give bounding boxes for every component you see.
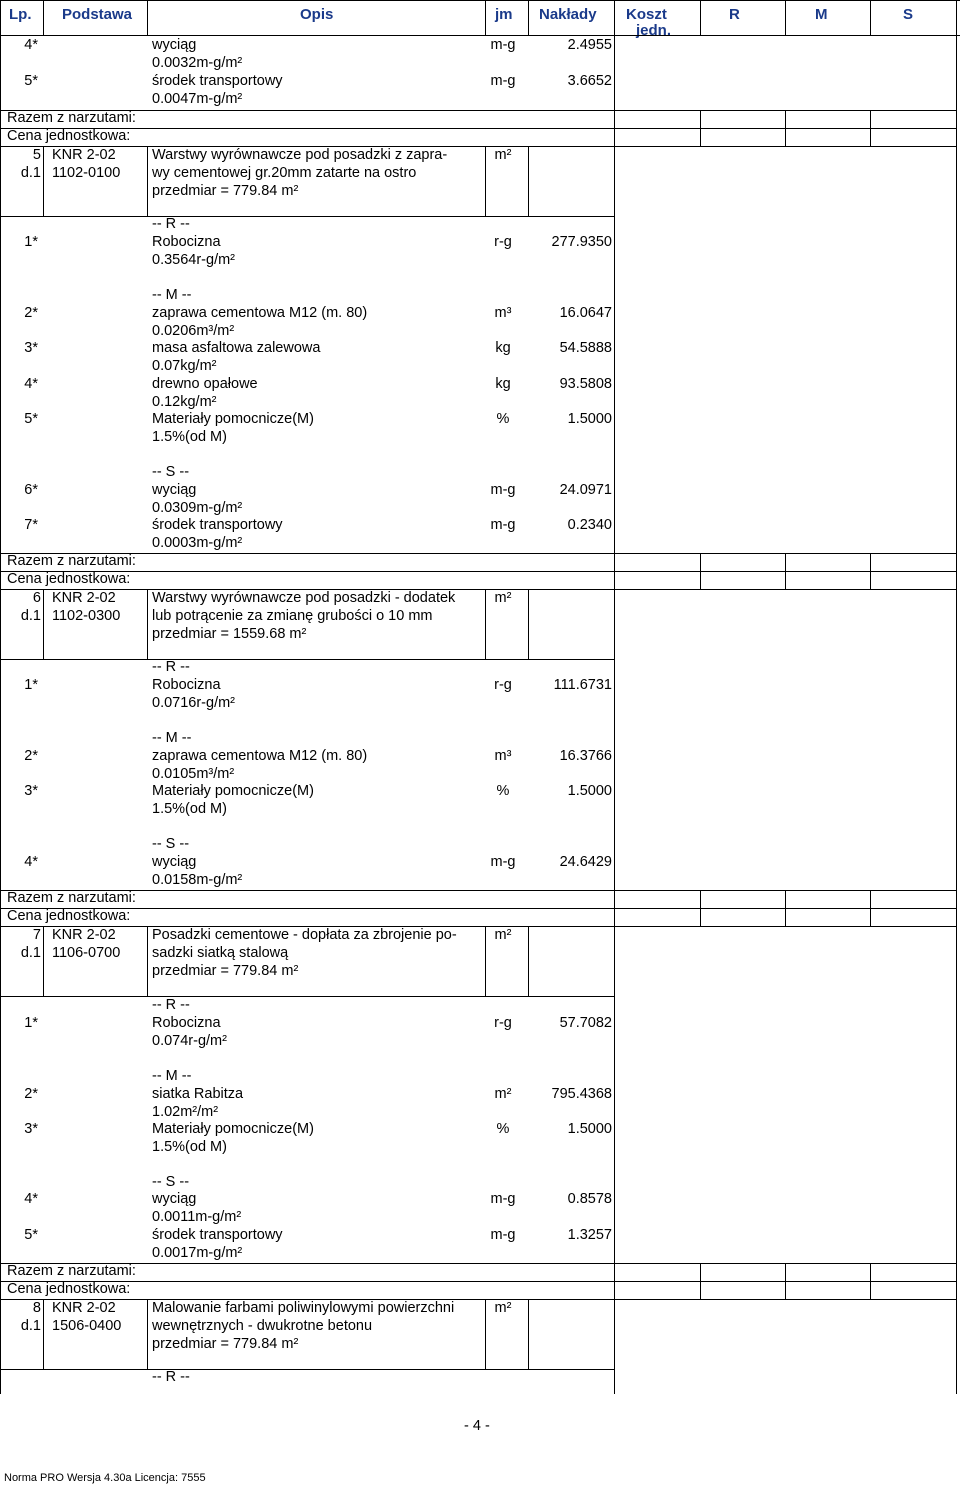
cost-column-divider xyxy=(700,1263,701,1281)
cost-row-divider xyxy=(614,926,956,927)
unit: % xyxy=(496,1121,510,1137)
row-lp: 3* xyxy=(24,340,38,356)
position-unit: m² xyxy=(494,1300,512,1316)
unit: r-g xyxy=(494,677,512,693)
header-m: M xyxy=(815,6,828,23)
resource-norm: 0.0017m-g/m² xyxy=(152,1245,243,1261)
header-jm: jm xyxy=(495,6,513,23)
resource-norm: 0.0206m³/m² xyxy=(152,323,235,339)
basis-code: 1102-0300 xyxy=(52,608,121,624)
resource-name: zaprawa cementowa M12 (m. 80) xyxy=(152,305,368,321)
row-lp: 7* xyxy=(24,517,38,533)
resource-name: środek transportowy xyxy=(152,1227,283,1243)
row-lp: 4* xyxy=(24,854,38,870)
resource-name: zaprawa cementowa M12 (m. 80) xyxy=(152,748,368,764)
cost-row-divider xyxy=(614,128,956,129)
outlay-value: 0.2340 xyxy=(567,517,612,533)
cost-column-divider xyxy=(956,553,957,571)
position-description: Posadzki cementowe - dopłata za zbrojenie po- xyxy=(152,927,457,943)
position-column-divider xyxy=(43,146,44,216)
cost-column-divider xyxy=(700,890,701,908)
position-sub: d.1 xyxy=(20,608,41,624)
unit: m³ xyxy=(494,305,512,321)
section-marker: -- R -- xyxy=(152,216,190,232)
row-lp: 4* xyxy=(24,376,38,392)
position-column-divider xyxy=(147,146,148,216)
basis-catalog: KNR 2-02 xyxy=(52,590,116,606)
unit: m-g xyxy=(490,854,516,870)
section-marker: -- S -- xyxy=(152,1174,190,1190)
position-sub: d.1 xyxy=(20,1318,41,1334)
cost-row-divider xyxy=(614,571,956,572)
row-lp: 2* xyxy=(24,305,38,321)
cost-column-divider xyxy=(956,110,957,128)
position-bottom-divider xyxy=(0,1369,615,1370)
cost-row-divider xyxy=(614,890,956,891)
row-lp: 4* xyxy=(24,1191,38,1207)
resource-norm: 0.0011m-g/m² xyxy=(152,1209,242,1225)
section-marker: -- R -- xyxy=(152,659,190,675)
column-divider xyxy=(614,35,615,1394)
summary-label: Cena jednostkowa: xyxy=(7,1281,131,1297)
cost-row-divider xyxy=(614,1263,956,1264)
unit: m-g xyxy=(490,73,516,89)
cost-column-divider xyxy=(870,553,871,571)
header-koszt: Koszt xyxy=(626,6,667,23)
header-naklady: Nakłady xyxy=(539,6,597,23)
outlay-value: 1.3257 xyxy=(567,1227,612,1243)
resource-norm: 0.07kg/m² xyxy=(152,358,217,374)
resource-norm: 0.3564r-g/m² xyxy=(152,252,236,268)
row-lp: 1* xyxy=(24,234,38,250)
cost-column-divider xyxy=(700,553,701,571)
resource-name: drewno opałowe xyxy=(152,376,258,392)
position-description: Warstwy wyrównawcze pod posadzki - dodatek xyxy=(152,590,456,606)
unit: m-g xyxy=(490,482,516,498)
cost-column-divider xyxy=(614,110,615,128)
header-column-divider xyxy=(43,0,44,35)
resource-name: masa asfaltowa zalewowa xyxy=(152,340,321,356)
position-quantity: przedmiar = 779.84 m² xyxy=(152,963,299,979)
resource-norm: 0.12kg/m² xyxy=(152,394,217,410)
basis-code: 1102-0100 xyxy=(52,165,121,181)
basis-code: 1506-0400 xyxy=(52,1318,122,1334)
resource-name: wyciąg xyxy=(152,37,197,53)
outlay-value: 1.5000 xyxy=(567,1121,612,1137)
position-unit: m² xyxy=(494,147,512,163)
outlay-value: 1.5000 xyxy=(567,783,612,799)
header-s: S xyxy=(903,6,914,23)
header-column-divider xyxy=(528,0,529,35)
outlay-value: 1.5000 xyxy=(567,411,612,427)
header-column-divider xyxy=(614,0,615,35)
basis-catalog: KNR 2-02 xyxy=(52,927,116,943)
cost-column-divider xyxy=(700,128,701,146)
cost-column-divider xyxy=(614,1263,615,1281)
cost-column-divider xyxy=(870,110,871,128)
cost-column-divider xyxy=(870,571,871,589)
cost-row-divider xyxy=(614,146,956,147)
cost-row-divider xyxy=(614,553,956,554)
position-column-divider xyxy=(43,1299,44,1369)
cost-column-divider xyxy=(700,908,701,926)
outlay-value: 2.4955 xyxy=(567,37,612,53)
resource-name: Materiały pomocnicze(M) xyxy=(152,411,314,427)
resource-name: siatka Rabitza xyxy=(152,1086,244,1102)
unit: m-g xyxy=(490,1191,516,1207)
cost-column-divider xyxy=(956,571,957,589)
row-lp: 2* xyxy=(24,748,38,764)
cost-column-divider xyxy=(614,571,615,589)
position-number: 7 xyxy=(32,927,41,943)
unit: m-g xyxy=(490,37,516,53)
row-lp: 3* xyxy=(24,1121,38,1137)
cost-column-divider xyxy=(956,128,957,146)
section-marker: -- R -- xyxy=(152,1369,190,1385)
section-marker: -- M -- xyxy=(152,1068,192,1084)
position-description: sadzki siatką stalową xyxy=(152,945,289,961)
column-divider xyxy=(956,35,957,1394)
resource-name: środek transportowy xyxy=(152,73,283,89)
outlay-value: 93.5808 xyxy=(559,376,612,392)
resource-norm: 1.5%(od M) xyxy=(152,1139,227,1155)
outlay-value: 3.6652 xyxy=(567,73,612,89)
cost-column-divider xyxy=(956,890,957,908)
header-column-divider xyxy=(0,0,1,35)
resource-norm: 0.0047m-g/m² xyxy=(152,91,243,107)
cost-row-divider xyxy=(614,110,956,111)
summary-label: Razem z narzutami: xyxy=(7,1263,136,1279)
position-column-divider xyxy=(147,926,148,996)
outlay-value: 795.4368 xyxy=(551,1086,612,1102)
position-bottom-divider xyxy=(0,659,615,660)
outlay-value: 16.0647 xyxy=(559,305,612,321)
header-podstawa: Podstawa xyxy=(62,6,133,23)
outlay-value: 277.9350 xyxy=(551,234,612,250)
position-description: Warstwy wyrównawcze pod posadzki z zapra- xyxy=(152,147,448,163)
cost-column-divider xyxy=(956,1281,957,1299)
position-column-divider xyxy=(147,589,148,659)
section-marker: -- S -- xyxy=(152,464,190,480)
position-description: wy cementowej gr.20mm zatarte na ostro xyxy=(152,165,417,181)
header-column-divider xyxy=(147,0,148,35)
position-unit: m² xyxy=(494,590,512,606)
cost-column-divider xyxy=(785,571,786,589)
basis-code: 1106-0700 xyxy=(52,945,121,961)
cost-column-divider xyxy=(785,890,786,908)
summary-label: Cena jednostkowa: xyxy=(7,908,131,924)
table-header xyxy=(0,0,960,39)
summary-label: Razem z narzutami: xyxy=(7,553,136,569)
resource-norm: 1.02m²/m² xyxy=(152,1104,219,1120)
resource-norm: 0.0032m-g/m² xyxy=(152,55,243,71)
cost-column-divider xyxy=(870,890,871,908)
header-r: R xyxy=(729,6,740,23)
outlay-value: 16.3766 xyxy=(559,748,612,764)
row-lp: 3* xyxy=(24,783,38,799)
position-column-divider xyxy=(43,589,44,659)
position-number: 8 xyxy=(32,1300,41,1316)
header-koszt-jedn: jedn. xyxy=(636,22,672,39)
header-bottom-border xyxy=(0,35,960,36)
basis-catalog: KNR 2-02 xyxy=(52,1300,116,1316)
row-lp: 1* xyxy=(24,677,38,693)
resource-norm: 1.5%(od M) xyxy=(152,429,227,445)
section-marker: -- M -- xyxy=(152,287,192,303)
cost-column-divider xyxy=(956,908,957,926)
position-unit: m² xyxy=(494,927,512,943)
resource-norm: 0.0716r-g/m² xyxy=(152,695,236,711)
unit: m-g xyxy=(490,517,516,533)
position-description: wewnętrznych - dwukrotne betonu xyxy=(152,1318,373,1334)
header-column-divider xyxy=(700,0,701,35)
resource-norm: 0.0105m³/m² xyxy=(152,766,235,782)
resource-norm: 1.5%(od M) xyxy=(152,801,227,817)
cost-column-divider xyxy=(870,908,871,926)
cost-column-divider xyxy=(700,571,701,589)
unit: r-g xyxy=(494,1015,512,1031)
unit: m-g xyxy=(490,1227,516,1243)
row-lp: 4* xyxy=(24,37,38,53)
position-number: 5 xyxy=(32,147,41,163)
position-sub: d.1 xyxy=(20,165,41,181)
page-number: - 4 - xyxy=(464,1418,490,1434)
cost-row-divider xyxy=(614,1281,956,1282)
cost-column-divider xyxy=(700,110,701,128)
row-lp: 5* xyxy=(24,73,38,89)
cost-column-divider xyxy=(614,553,615,571)
cost-column-divider xyxy=(870,1263,871,1281)
cost-column-divider xyxy=(785,1263,786,1281)
footer-license: Norma PRO Wersja 4.30a Licencja: 7555 xyxy=(4,1472,206,1484)
cost-column-divider xyxy=(614,890,615,908)
unit: r-g xyxy=(494,234,512,250)
resource-name: Robocizna xyxy=(152,234,221,250)
cost-row-divider xyxy=(614,908,956,909)
position-number: 6 xyxy=(32,590,41,606)
unit: % xyxy=(496,411,510,427)
cost-column-divider xyxy=(785,110,786,128)
resource-norm: 0.0003m-g/m² xyxy=(152,535,243,551)
summary-label: Cena jednostkowa: xyxy=(7,128,131,144)
cost-column-divider xyxy=(700,1281,701,1299)
header-column-divider xyxy=(870,0,871,35)
row-lp: 1* xyxy=(24,1015,38,1031)
position-quantity: przedmiar = 779.84 m² xyxy=(152,1336,299,1352)
cost-column-divider xyxy=(785,908,786,926)
unit: kg xyxy=(495,340,511,356)
section-marker: -- R -- xyxy=(152,997,190,1013)
cost-column-divider xyxy=(870,1281,871,1299)
outlay-value: 54.5888 xyxy=(559,340,612,356)
basis-catalog: KNR 2-02 xyxy=(52,147,116,163)
position-bottom-divider xyxy=(0,996,615,997)
unit: kg xyxy=(495,376,511,392)
cost-column-divider xyxy=(614,908,615,926)
outlay-value: 24.6429 xyxy=(559,854,612,870)
header-lp: Lp. xyxy=(9,6,32,23)
cost-column-divider xyxy=(785,1281,786,1299)
cost-row-divider xyxy=(614,589,956,590)
row-lp: 2* xyxy=(24,1086,38,1102)
position-sub: d.1 xyxy=(20,945,41,961)
resource-name: wyciąg xyxy=(152,854,197,870)
cost-column-divider xyxy=(614,128,615,146)
resource-name: wyciąg xyxy=(152,482,197,498)
header-column-divider xyxy=(956,0,957,35)
resource-norm: 0.0309m-g/m² xyxy=(152,500,243,516)
resource-name: Robocizna xyxy=(152,677,221,693)
cost-row-divider xyxy=(614,1299,956,1300)
unit: m² xyxy=(494,1086,512,1102)
position-column-divider xyxy=(147,1299,148,1369)
cost-column-divider xyxy=(614,1281,615,1299)
position-quantity: przedmiar = 779.84 m² xyxy=(152,183,299,199)
outlay-value: 111.6731 xyxy=(553,677,612,693)
resource-name: Materiały pomocnicze(M) xyxy=(152,783,314,799)
outlay-value: 57.7082 xyxy=(559,1015,612,1031)
resource-norm: 0.074r-g/m² xyxy=(152,1033,227,1049)
resource-norm: 0.0158m-g/m² xyxy=(152,872,243,888)
section-marker: -- M -- xyxy=(152,730,192,746)
position-description: lub potrącenie za zmianę grubości o 10 mm xyxy=(152,608,433,624)
resource-name: Materiały pomocnicze(M) xyxy=(152,1121,314,1137)
cost-column-divider xyxy=(785,128,786,146)
cost-column-divider xyxy=(956,1263,957,1281)
position-quantity: przedmiar = 1559.68 m² xyxy=(152,626,307,642)
unit: m³ xyxy=(494,748,512,764)
resource-name: wyciąg xyxy=(152,1191,197,1207)
row-lp: 5* xyxy=(24,411,38,427)
header-column-divider xyxy=(485,0,486,35)
resource-name: środek transportowy xyxy=(152,517,283,533)
header-column-divider xyxy=(785,0,786,35)
resource-name: Robocizna xyxy=(152,1015,221,1031)
row-lp: 5* xyxy=(24,1227,38,1243)
outlay-value: 0.8578 xyxy=(567,1191,612,1207)
summary-label: Razem z narzutami: xyxy=(7,890,136,906)
position-bottom-divider xyxy=(0,216,615,217)
summary-label: Cena jednostkowa: xyxy=(7,571,131,587)
summary-label: Razem z narzutami: xyxy=(7,110,136,126)
table-top-border xyxy=(0,0,960,1)
position-column-divider xyxy=(43,926,44,996)
section-marker: -- S -- xyxy=(152,836,190,852)
unit: % xyxy=(496,783,510,799)
row-lp: 6* xyxy=(24,482,38,498)
header-opis: Opis xyxy=(300,6,334,23)
cost-column-divider xyxy=(785,553,786,571)
outlay-value: 24.0971 xyxy=(559,482,612,498)
cost-column-divider xyxy=(870,128,871,146)
position-description: Malowanie farbami poliwinylowymi powierzchni xyxy=(152,1300,455,1316)
